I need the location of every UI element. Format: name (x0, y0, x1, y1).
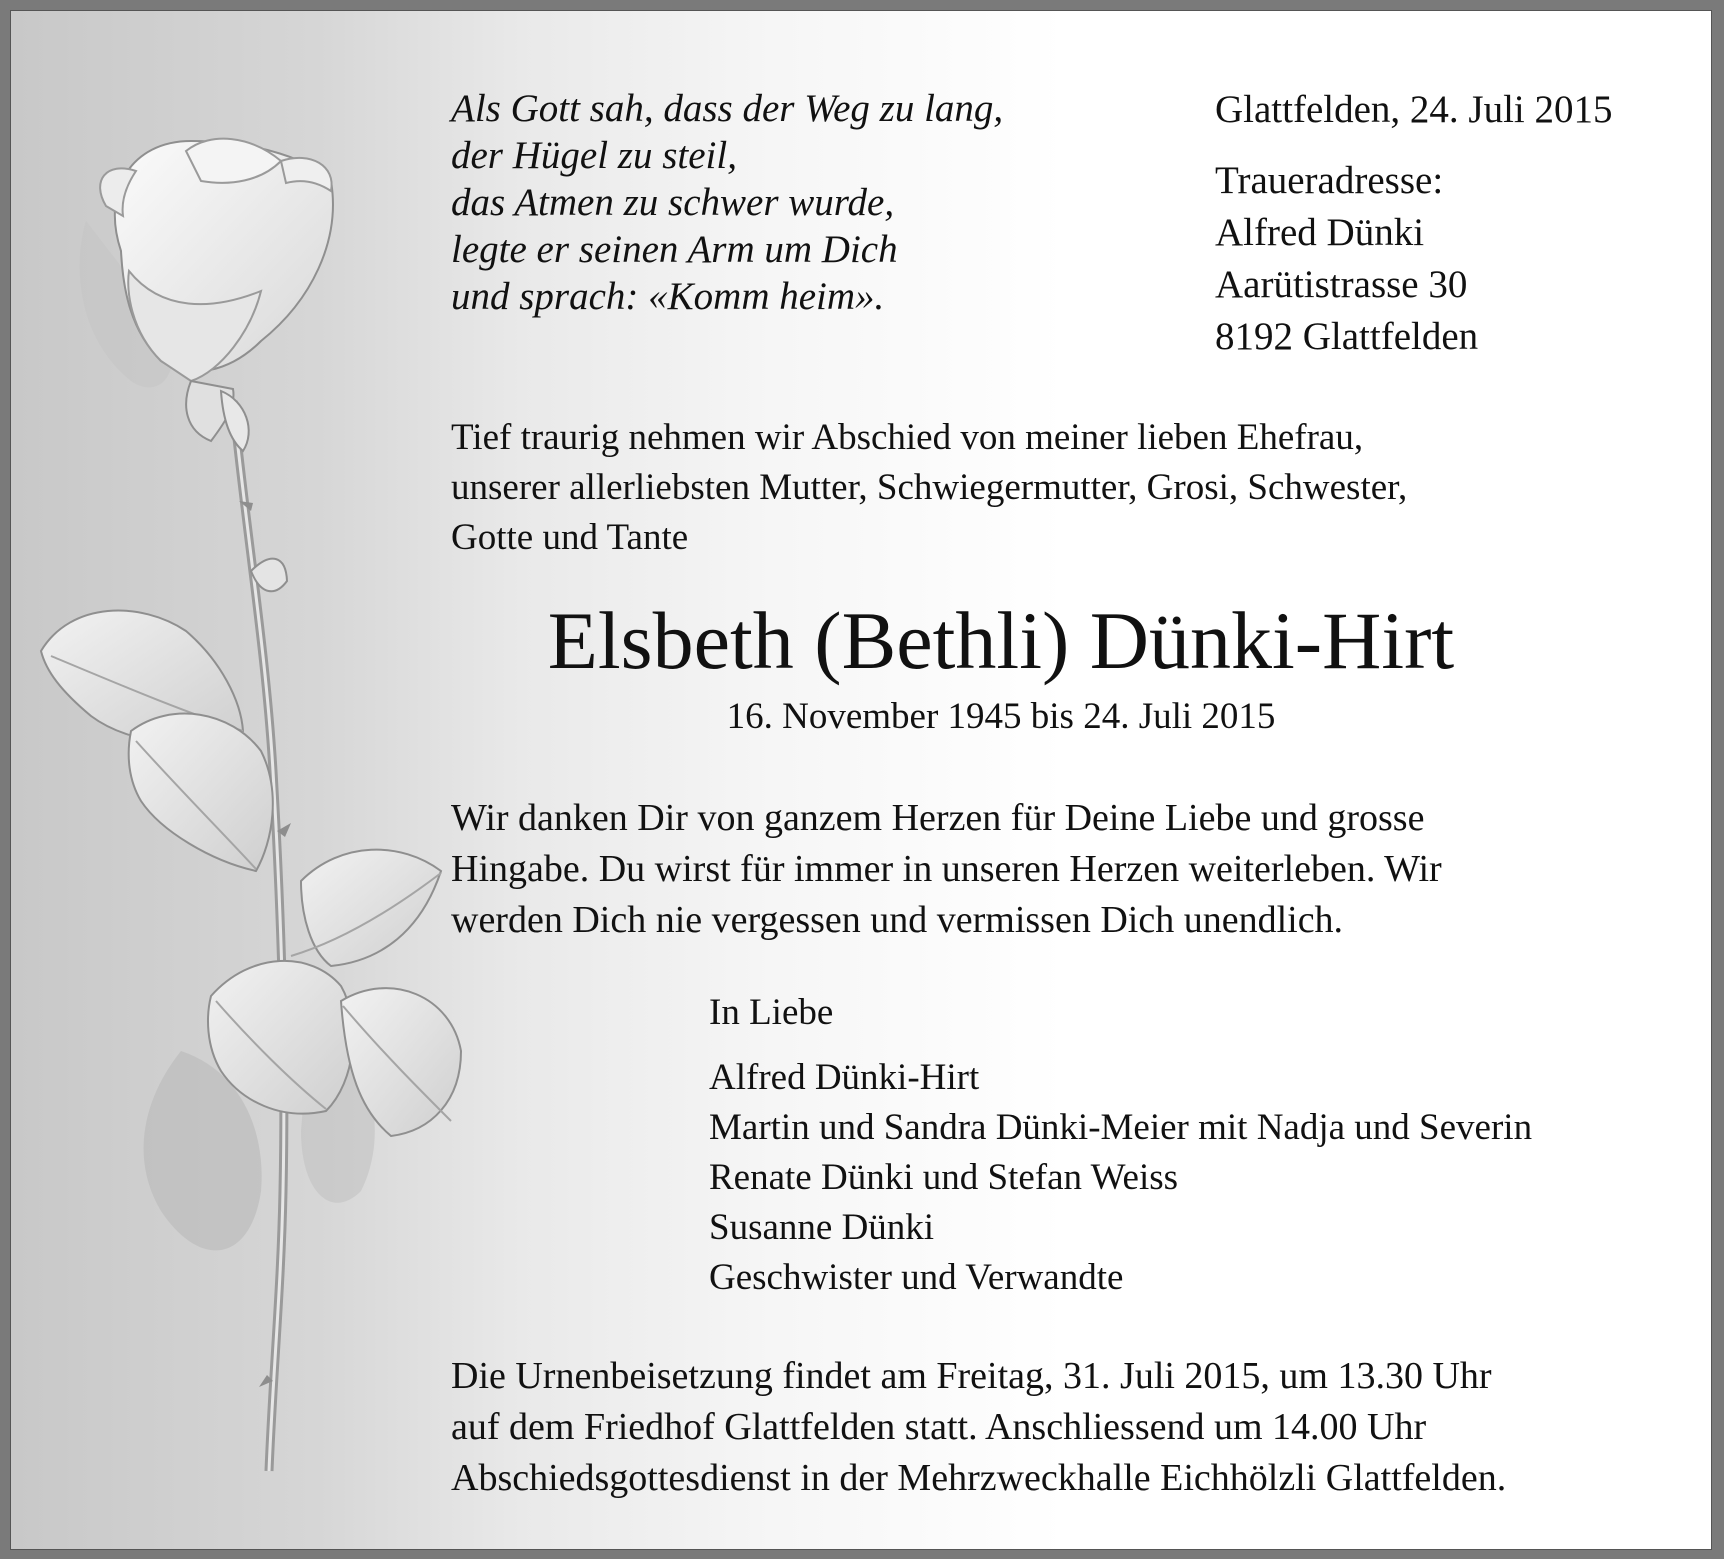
intro-line: Gotte und Tante (451, 517, 689, 558)
intro-line: Tief traurig nehmen wir Abschied von meiner lieben Ehefrau, (451, 417, 1364, 458)
burial-line: Abschiedsgottesdienst in der Mehrzweckhalle Eichhölzli Glattfelden. (451, 1457, 1507, 1499)
poem-line: legte er seinen Arm um Dich (451, 228, 898, 271)
address-line: Traueradresse: (1215, 159, 1444, 202)
poem-line: das Atmen zu schwer wurde, (451, 181, 895, 224)
thanks-line: Wir danken Dir von ganzem Herzen für Deine Liebe und grosse (451, 797, 1425, 839)
poem-line: der Hügel zu steil, (451, 134, 737, 177)
rose-icon (11, 11, 481, 1550)
poem-line: Als Gott sah, dass der Weg zu lang, (451, 87, 1004, 130)
in-love-heading: In Liebe (709, 992, 834, 1033)
intro-text (451, 413, 1407, 563)
poem (451, 85, 1003, 320)
burial-line: auf dem Friedhof Glattfelden statt. Anschliessend um 14.00 Uhr (451, 1406, 1427, 1448)
poem-line: und sprach: «Komm heim». (451, 275, 885, 318)
burial-info (451, 1351, 1506, 1504)
mourning-address (1215, 155, 1478, 363)
mourner: Geschwister und Verwandte (709, 1257, 1124, 1298)
mourner: Renate Dünki und Stefan Weiss (709, 1157, 1179, 1198)
mourner: Alfred Dünki-Hirt (709, 1057, 980, 1098)
place-date: Glattfelden, 24. Juli 2015 (1215, 88, 1613, 131)
address-line: 8192 Glattfelden (1215, 315, 1479, 358)
life-dates: 16. November 1945 bis 24. Juli 2015 (726, 696, 1276, 737)
address-line: Aarütistrasse 30 (1215, 263, 1468, 306)
address-line: Alfred Dünki (1215, 211, 1425, 254)
burial-line: Die Urnenbeisetzung findet am Freitag, 31. Juli 2015, um 13.30 Uhr (451, 1355, 1492, 1397)
mourner: Susanne Dünki (709, 1207, 935, 1248)
deceased-name: Elsbeth (Bethli) Dünki-Hirt (547, 595, 1455, 686)
intro-line: unserer allerliebsten Mutter, Schwiegermutter, Grosi, Schwester, (451, 467, 1408, 508)
thanks-line: Hingabe. Du wirst für immer in unseren Herzen weiterleben. Wir (451, 848, 1442, 890)
mourner: Martin und Sandra Dünki-Meier mit Nadja und Severin (709, 1107, 1533, 1148)
thanks-line: werden Dich nie vergessen und vermissen Dich unendlich. (451, 899, 1344, 941)
thanks-text (451, 793, 1442, 946)
obituary-notice (10, 10, 1712, 1550)
mourners-list (709, 1053, 1532, 1303)
